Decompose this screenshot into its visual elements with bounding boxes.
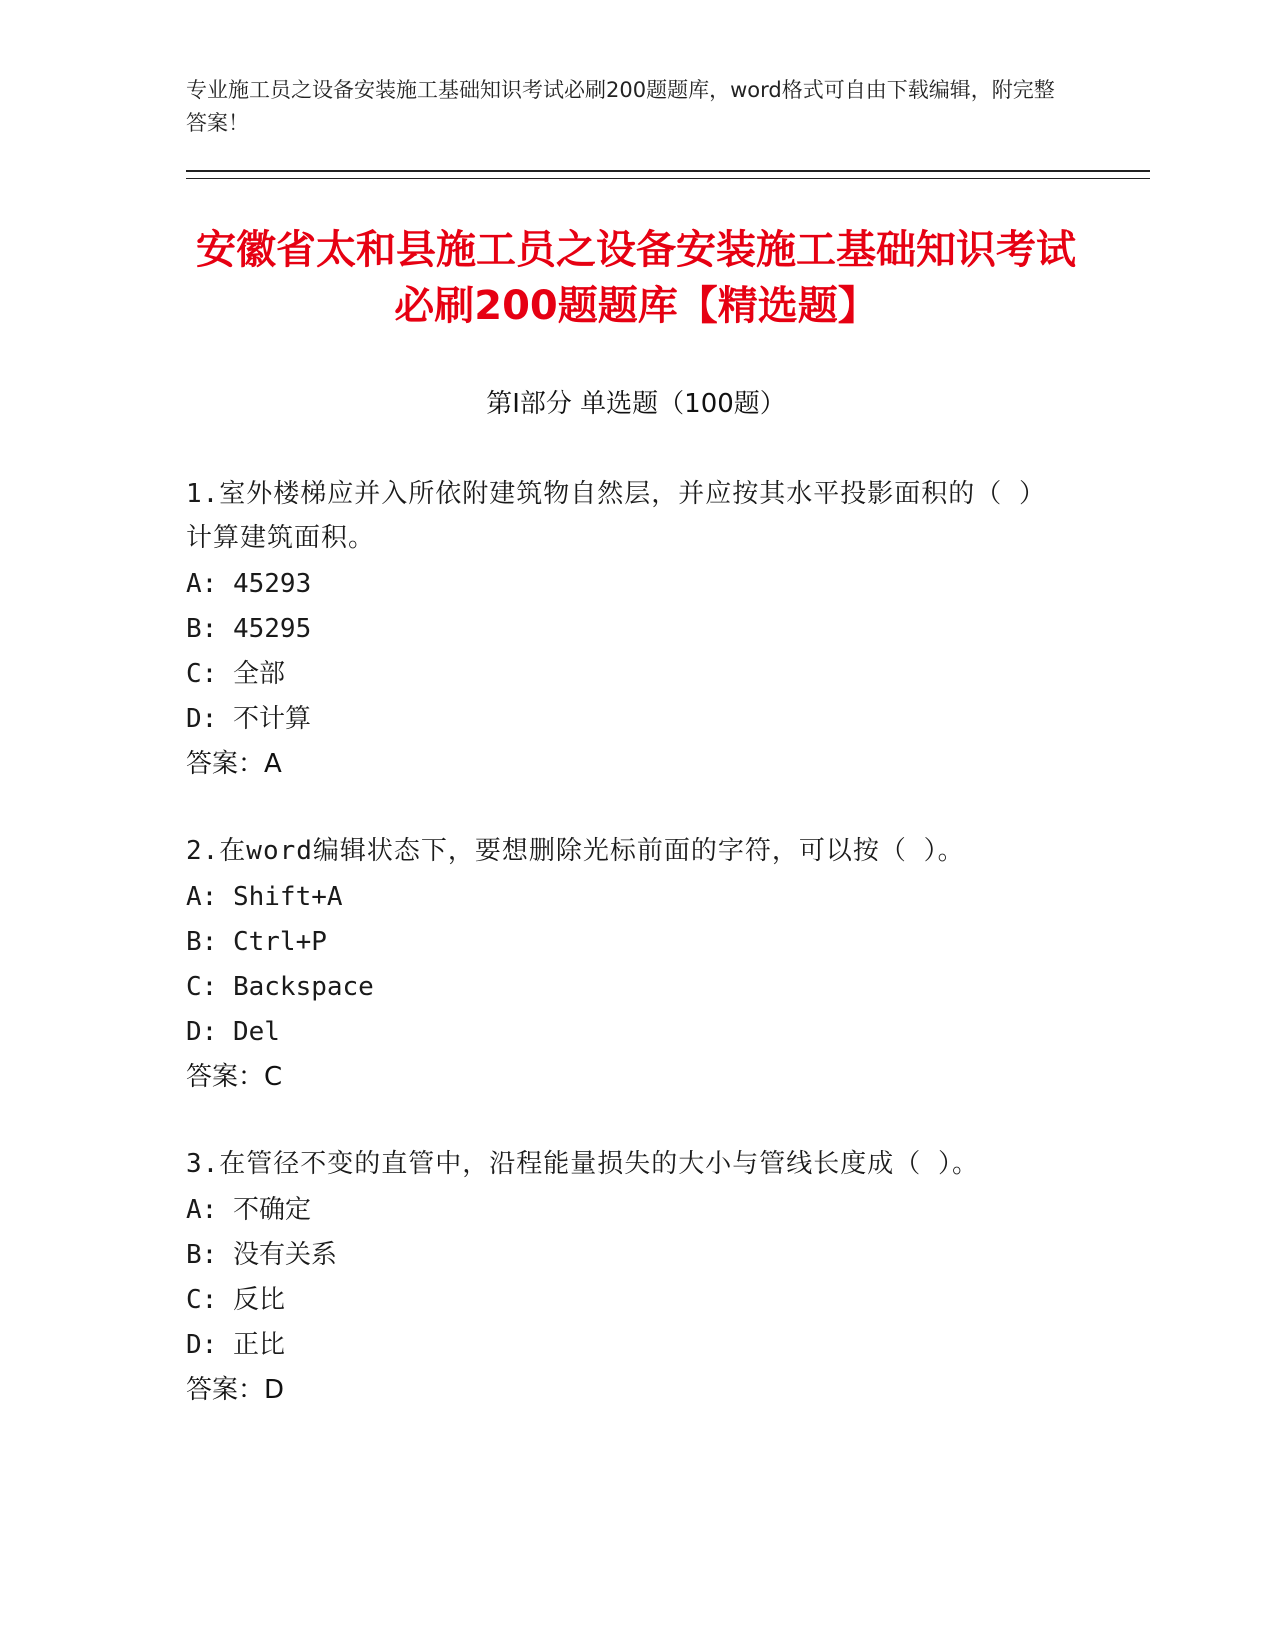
question-stem: 1.室外楼梯应并入所依附建筑物自然层，并应按其水平投影面积的（ ）计算建筑面积。 (186, 479, 1046, 553)
question-list (186, 472, 1066, 1455)
question-stem: 2.在word编辑状态下，要想删除光标前面的字符，可以按（ ）。 (186, 836, 965, 866)
question-3 (186, 1142, 1066, 1413)
question-stem: 3.在管径不变的直管中，沿程能量损失的大小与管线长度成（ ）。 (186, 1149, 979, 1179)
option-d: D: Del (186, 1017, 280, 1047)
option-c: C: Backspace (186, 972, 374, 1002)
document-title: 安徽省太和县施工员之设备安装施工基础知识考试必刷200题题库【精选题】 (196, 227, 1076, 329)
option-c: C: 全部 (186, 659, 285, 689)
option-b: B: 45295 (186, 614, 312, 644)
question-2 (186, 829, 1066, 1100)
option-b: B: 没有关系 (186, 1240, 337, 1270)
section-title: 第Ⅰ部分 单选题（100题） (486, 389, 786, 419)
question-1 (186, 472, 1066, 787)
option-a: A: Shift+A (186, 882, 343, 912)
header-note: 专业施工员之设备安装施工基础知识考试必刷200题题库，word格式可自由下载编辑，附完整答案！ (186, 78, 1055, 135)
answer: 答案：A (186, 749, 282, 779)
option-b: B: Ctrl+P (186, 927, 327, 957)
option-d: D: 不计算 (186, 704, 311, 734)
answer: 答案：D (186, 1375, 285, 1405)
option-a: A: 不确定 (186, 1195, 311, 1225)
option-a: A: 45293 (186, 569, 312, 599)
answer: 答案：C (186, 1062, 283, 1092)
option-d: D: 正比 (186, 1330, 285, 1360)
option-c: C: 反比 (186, 1285, 285, 1315)
header-divider-thin (186, 178, 1150, 179)
header-divider-thick (186, 170, 1150, 172)
